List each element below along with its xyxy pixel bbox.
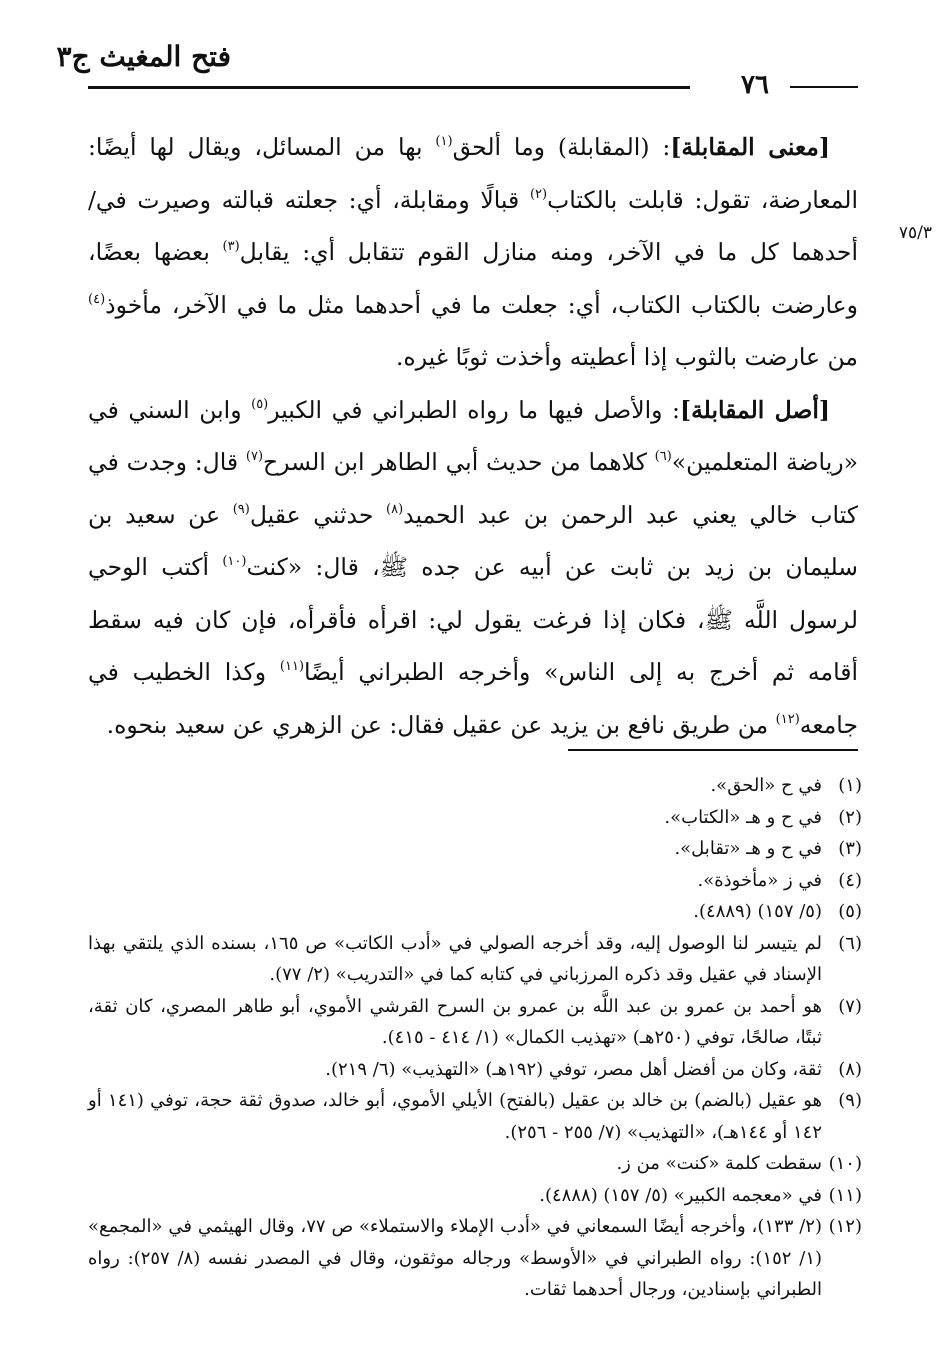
text-run: وابن السني في «رياضة المتعلمين» bbox=[88, 395, 858, 476]
running-title: فتح المغيث ج٣ bbox=[56, 40, 231, 73]
footnote-text: في ح و هـ «تقابل». bbox=[674, 838, 822, 859]
footnote-marker: (١) bbox=[435, 134, 453, 149]
footnotes-list bbox=[88, 770, 862, 1306]
footnote-number: (٢) bbox=[838, 806, 862, 828]
footnote bbox=[88, 1211, 862, 1306]
footnote-marker: (٧) bbox=[245, 449, 264, 464]
text-run: قال: وجدت في كتاب خالي يعني عبد الرحمن بن عبد الحميد bbox=[88, 448, 858, 529]
footnote-marker: (١١) bbox=[279, 659, 305, 674]
text-run: أكتب الوحي لرسول اللَّه ﷺ، فكان إذا فرغت يقول لي: اقرأه فأقرأه، فإن كان فيه سقط أقامه ثم أخرج به إلى الناس» وأخرجه الطبراني أيضًا bbox=[88, 553, 858, 686]
footnote-text: في «معجمه الكبير» (٥/ ١٥٧) (٤٨٨٨). bbox=[539, 1184, 822, 1206]
text-run: : (المقابلة) وما ألحق bbox=[452, 133, 671, 161]
text-run: كلاهما من حديث أبي الطاهر ابن السرح bbox=[263, 448, 655, 476]
footnote-marker: (١٠) bbox=[222, 554, 247, 569]
footnote-marker: (٤) bbox=[88, 291, 106, 307]
footnote-number: (٦) bbox=[838, 932, 862, 954]
footnote-text: هو عقيل (بالضم) بن خالد بن عقيل (بالفتح) الأيلي الأموي، أبو خالد، صدوق ثقة حجة، توفي (١٤١ أو ١٤٢ أو ١٤٤هـ)، «التهذيب» (٧/ ٢٥٥ - ٢٥٦). bbox=[88, 1090, 822, 1143]
footnote bbox=[88, 833, 862, 865]
footnote-marker: (٥) bbox=[251, 396, 269, 412]
main-text bbox=[88, 121, 858, 751]
footnote-number: (٣) bbox=[838, 838, 862, 859]
page-number-rule bbox=[790, 86, 858, 88]
footnote-marker: (٩) bbox=[232, 501, 250, 517]
footnote bbox=[88, 770, 862, 802]
text-run: بها من المسائل، ويقال لها أيضًا: المعارضة، تقول: قابلت بالكتاب bbox=[88, 133, 858, 214]
footnote-text: في ز «مأخوذة». bbox=[697, 869, 822, 891]
footnote-text: سقطت كلمة «كنت» من ز. bbox=[616, 1153, 822, 1174]
header-rule bbox=[88, 86, 690, 89]
footnote bbox=[88, 1054, 862, 1086]
footnote bbox=[88, 1085, 862, 1148]
text-run: من عارضت بالثوب إذا أعطيته وأخذت ثوبًا غيره. bbox=[395, 343, 858, 371]
footnote-text: (٢/ ١٣٣)، وأخرجه أيضًا السمعاني في «أدب الإملاء والاستملاء» ص ٧٧، وقال الهيثمي في «المجمع» (١/ ١٥٢): رواه الطبراني في «الأوسط» ورجاله موثقون، وقال في المصدر نفسه (٨/ ٢٥٧): رواه الطبراني بإسنادين، ورجال أحدهما ثقات. bbox=[88, 1216, 823, 1300]
footnote bbox=[88, 1180, 862, 1212]
footnote-text: لم يتيسر لنا الوصول إليه، وقد أخرجه الصولي في «أدب الكاتب» ص ١٦٥، بسنده الذي يلتقي بهذا الإسناد في عقيل وقد ذكره المرزباني في كتابه كما في «التدريب» (٢/ ٧٧). bbox=[88, 932, 822, 985]
margin-reference: ٧٥/٣ bbox=[898, 223, 932, 243]
footnote-number: (١٢) bbox=[828, 1216, 862, 1237]
footnote bbox=[88, 991, 862, 1054]
text-run: وكذا الخطيب في جامعه bbox=[88, 658, 858, 739]
text-run: : والأصل فيها ما رواه الطبراني في الكبير bbox=[268, 395, 680, 424]
footnote-marker: (٨) bbox=[386, 501, 404, 517]
footnote bbox=[88, 802, 862, 834]
footnote-number: (٩) bbox=[838, 1090, 862, 1111]
footnote-text: في ح «الحق». bbox=[710, 775, 822, 796]
footnote bbox=[88, 928, 862, 991]
text-run: حدثني عقيل bbox=[249, 500, 386, 529]
footnote-marker: (١٢) bbox=[775, 711, 800, 727]
footnote-marker: (٦) bbox=[654, 449, 672, 464]
page-number: ٧٦ bbox=[741, 70, 769, 100]
text-run: قبالًا ومقابلة، أي: جعلته قبالته وصيرت في/ أحدهما كل ما في الآخر، ومنه منازل القوم تتقابل أي: يقابل bbox=[88, 185, 858, 266]
footnote-marker: (٢) bbox=[529, 186, 548, 202]
footnote-number: (١٠) bbox=[828, 1153, 862, 1174]
footnote-text: هو أحمد بن عمرو بن عبد اللَّه بن عمرو بن السرح القرشي الأموي، أبو طاهر المصري، كان ثقة، ثبتًا، صالحًا، توفي (٢٥٠هـ) «تهذيب الكمال» (١/ ٤١٤ - ٤١٥). bbox=[88, 995, 822, 1048]
paragraph-meaning-of-collation bbox=[88, 121, 858, 384]
footnote-separator bbox=[568, 749, 858, 751]
section-term: [معنى المقابلة] bbox=[670, 133, 831, 161]
footnote-text: (٥/ ١٥٧) (٤٨٨٩). bbox=[693, 901, 822, 922]
footnote-text: في ح و هـ «الكتاب». bbox=[664, 806, 822, 828]
text-run: من طريق نافع بن يزيد عن عقيل فقال: عن الزهري عن سعيد بنحوه. bbox=[106, 710, 776, 739]
paragraph-origin-of-collation bbox=[88, 384, 858, 752]
footnote-number: (١١) bbox=[828, 1184, 862, 1206]
footnote-marker: (٣) bbox=[222, 239, 240, 254]
text-run: بعضها بعضًا، وعارضت بالكتاب الكتاب، أي: جعلت ما في أحدهما مثل ما في الآخر، مأخوذ bbox=[88, 238, 858, 319]
footnote-number: (١) bbox=[838, 775, 862, 796]
footnote bbox=[88, 1148, 862, 1180]
footnote-number: (٧) bbox=[838, 995, 862, 1017]
footnote-number: (٤) bbox=[838, 869, 862, 891]
footnote bbox=[88, 865, 862, 897]
text-run: عن سعيد بن سليمان بن زيد بن ثابت عن أبيه عن جده ﷺ، قال: «كنت bbox=[88, 500, 858, 581]
footnote bbox=[88, 896, 862, 928]
footnote-text: ثقة، وكان من أفضل أهل مصر، توفي (١٩٢هـ) «التهذيب» (٦/ ٢١٩). bbox=[325, 1058, 822, 1080]
footnote-number: (٥) bbox=[838, 901, 862, 922]
section-term: [أصل المقابلة] bbox=[679, 395, 830, 424]
footnote-number: (٨) bbox=[838, 1058, 862, 1080]
